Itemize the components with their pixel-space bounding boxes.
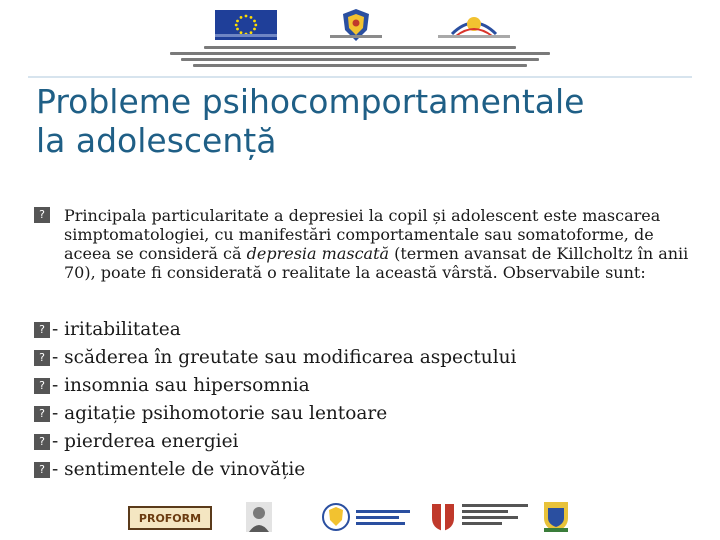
government-caption (330, 35, 382, 38)
bullet-icon: ? (34, 350, 50, 366)
project-fine-print (170, 46, 550, 70)
intro-paragraph (34, 206, 694, 282)
bullet-icon: ? (34, 462, 50, 478)
intro-text-end: (termen avansat de Killcholtz în anii 70), poate fi considerată o realitate la această vârstă. Observabile sunt: (64, 244, 689, 282)
title-line-1: Probleme psihocomportamentale (36, 82, 585, 121)
list-item-text: - scăderea în greutate sau modificarea aspectului (52, 347, 517, 368)
intro-text-italic: depresia mascată (246, 244, 390, 263)
intro-text-start: Principala particularitate a depresiei la copil și adolescent este mascarea simptomatologiei, cu manifestări comportamentale sau somatoforme, de aceea se consideră că (64, 206, 661, 263)
list-item (34, 428, 694, 456)
list-item-text: - iritabilitatea (52, 319, 181, 340)
eu-caption (215, 34, 277, 37)
ministry-caption (356, 510, 410, 528)
bullet-icon: ? (34, 322, 50, 338)
list-item-text: - sentimentele de vinovăție (52, 459, 306, 480)
school-inspectorate-caption (462, 504, 528, 528)
list-item (34, 372, 694, 400)
shield-icon (430, 502, 456, 532)
coat-of-arms-icon (322, 502, 350, 532)
list-item-text: - agitație psihomotorie sau lentoare (52, 403, 388, 424)
giurgiu-crest-icon (540, 498, 572, 534)
proform-logo: PROFORM (128, 506, 212, 530)
header-divider (28, 76, 692, 78)
portrait-icon (246, 502, 272, 532)
slide-title (36, 82, 686, 160)
list-item (34, 316, 694, 344)
intro-block (34, 206, 694, 282)
header-logos-band (0, 0, 720, 78)
symptom-list (34, 316, 694, 484)
list-item-text: - insomnia sau hipersomnia (52, 375, 310, 396)
list-item (34, 344, 694, 372)
list-item (34, 400, 694, 428)
bullet-icon: ? (34, 207, 50, 223)
bullet-icon: ? (34, 434, 50, 450)
bullet-icon: ? (34, 406, 50, 422)
footer-logos (0, 496, 720, 540)
list-item (34, 456, 694, 484)
program-caption (438, 35, 510, 38)
title-line-2: la adolescență (36, 121, 277, 160)
list-item-text: - pierderea energiei (52, 431, 239, 452)
bullet-icon: ? (34, 378, 50, 394)
